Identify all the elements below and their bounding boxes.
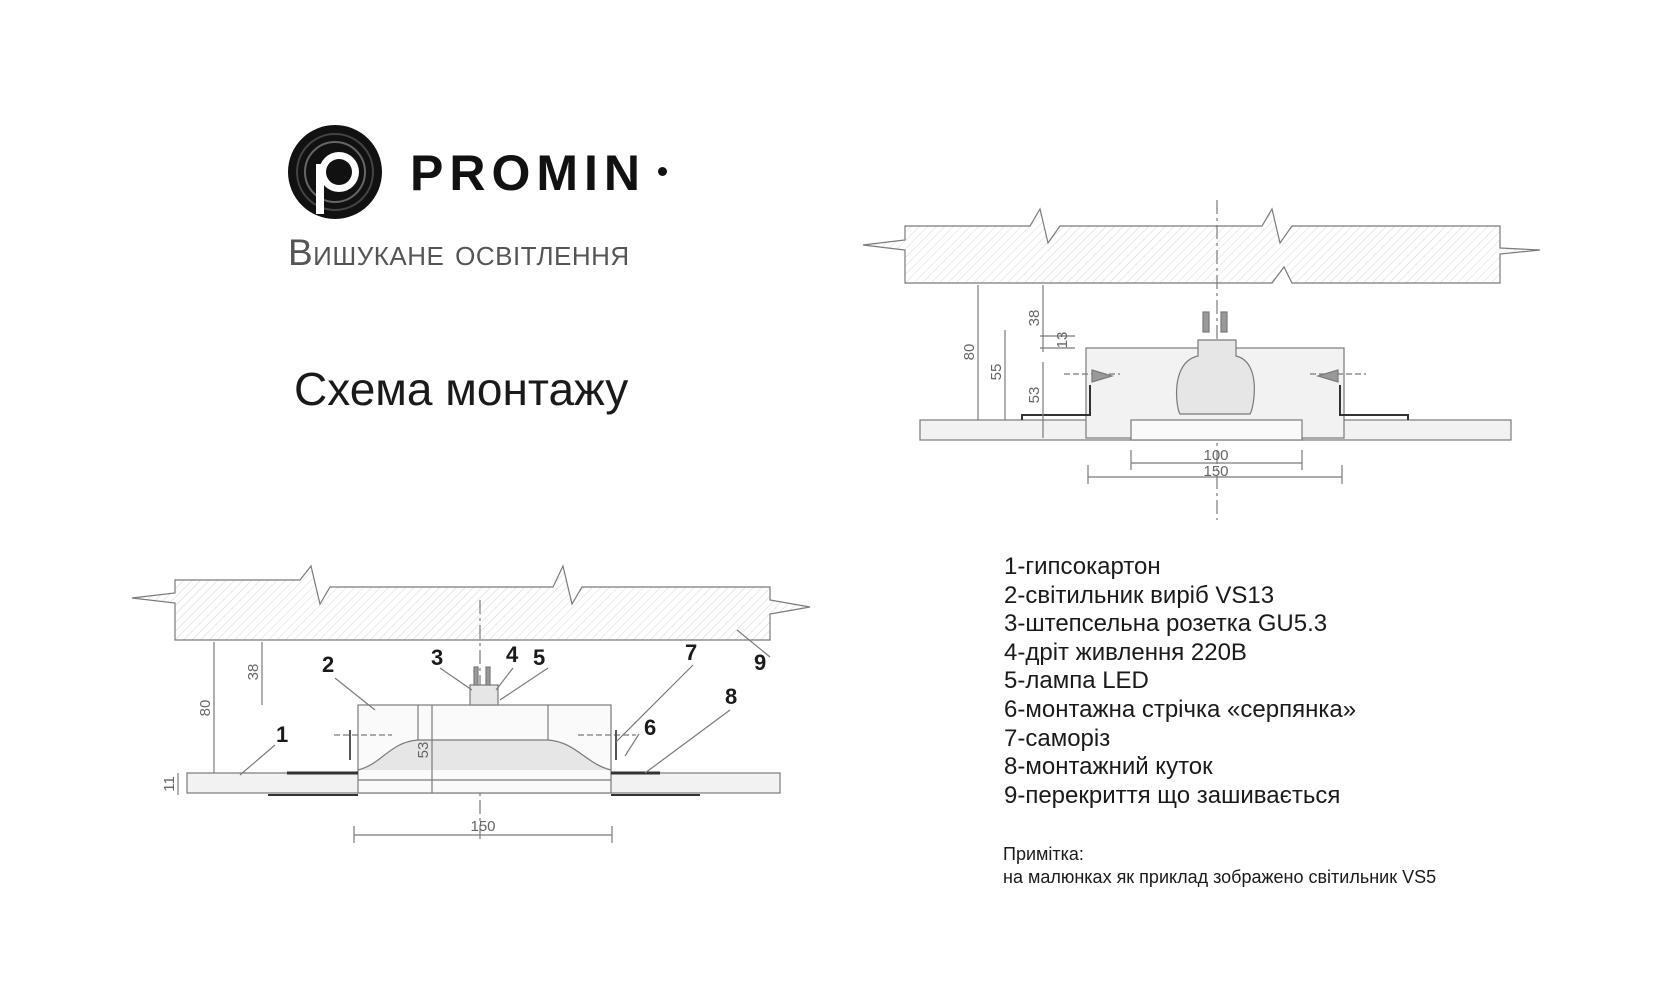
- legend-item: 6-монтажна стрічка «серпянка»: [1004, 695, 1357, 723]
- top-ceiling-slab: [863, 209, 1540, 283]
- top-dim-38: 38: [1026, 309, 1043, 327]
- note-heading: Примітка:: [1003, 844, 1084, 864]
- legend-item: 7-саморіз: [1004, 724, 1111, 752]
- bottom-dim-38: 38: [245, 663, 262, 681]
- top-dim-53: 53: [1026, 386, 1043, 404]
- bottom-dim-53: 53: [415, 741, 432, 759]
- callout-8: 8: [725, 684, 738, 709]
- legend-item: 8-монтажний куток: [1004, 753, 1213, 781]
- callout-2: 2: [322, 652, 335, 677]
- legend-item: 5-лампа LED: [1004, 667, 1149, 695]
- top-dim-150: 150: [1203, 463, 1229, 480]
- legend-item: 3-штепсельна розетка GU5.3: [1004, 610, 1328, 638]
- callout-7: 7: [685, 640, 698, 665]
- legend-item: 1-гипсокартон: [1004, 553, 1161, 580]
- callout-1: 1: [276, 722, 289, 747]
- legend-list: [1004, 553, 1356, 810]
- note-block: [1003, 843, 1436, 889]
- page-title: Схема монтажу: [294, 363, 629, 415]
- bottom-socket: [470, 685, 498, 705]
- legend-item: 4-дріт живлення 220В: [1004, 638, 1247, 666]
- top-dim-55: 55: [988, 363, 1005, 381]
- bottom-view: [132, 566, 810, 843]
- brand-name: PROMIN: [410, 145, 646, 201]
- bottom-ceiling-slab: [132, 566, 810, 640]
- note-text: на малюнках як приклад зображено світильник VS5: [1003, 867, 1437, 887]
- callout-5: 5: [533, 645, 546, 670]
- legend-item: 2-світильник виріб VS13: [1004, 581, 1275, 609]
- callout-4: 4: [506, 642, 519, 667]
- brand-tagline: Вишукане освітлення: [288, 232, 630, 273]
- legend-item: 9-перекриття що зашивається: [1004, 781, 1341, 809]
- callout-3: 3: [431, 645, 444, 670]
- callout-6: 6: [644, 715, 657, 740]
- top-dim-100: 100: [1203, 447, 1229, 464]
- top-dim-80: 80: [961, 343, 978, 361]
- bottom-dim-80: 80: [197, 699, 214, 717]
- callout-9: 9: [754, 650, 767, 675]
- bottom-dim-150: 150: [470, 818, 496, 835]
- top-dim-13: 13: [1054, 331, 1071, 349]
- bottom-dim-11: 11: [161, 776, 178, 792]
